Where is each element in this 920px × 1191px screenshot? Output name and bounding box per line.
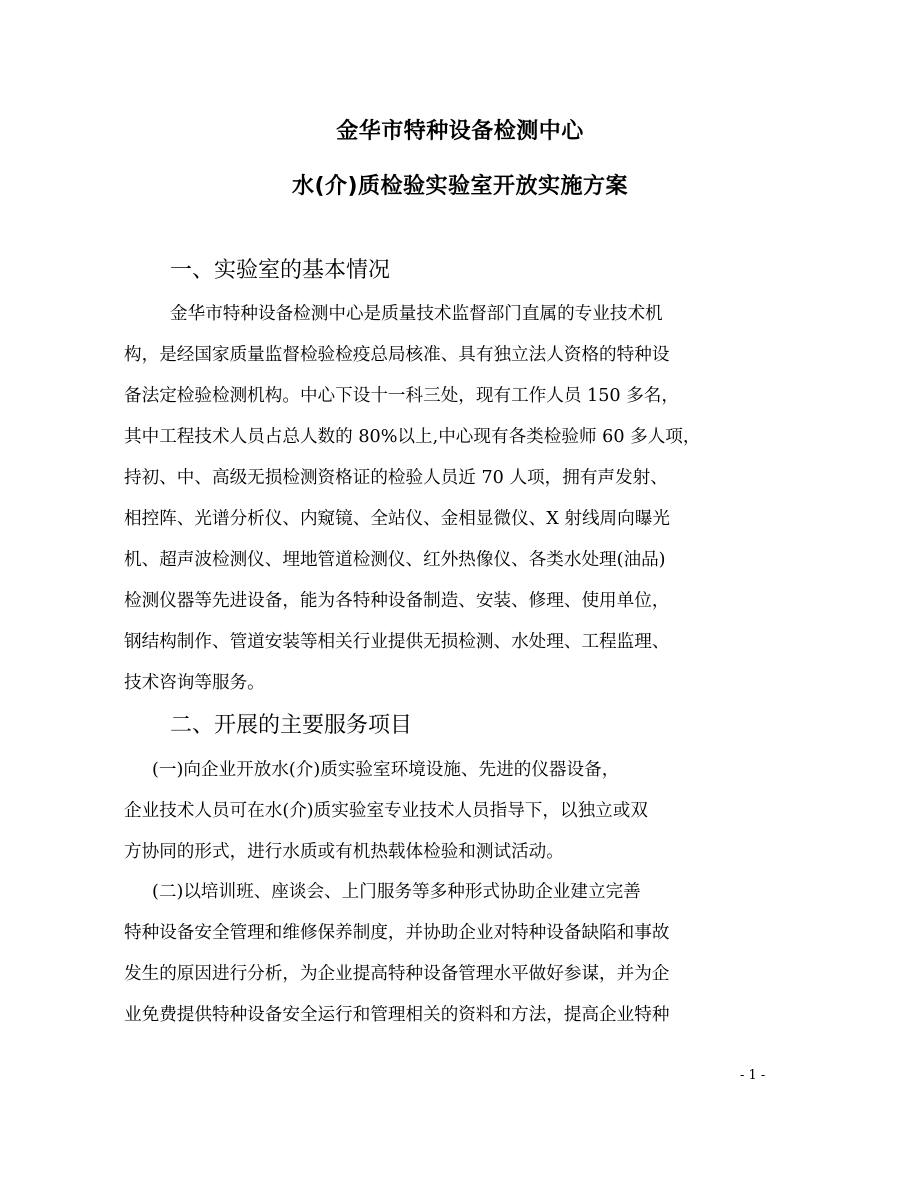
- paragraph-line: 检测仪器等先进设备，能为各特种设备制造、安装、修理、使用单位，: [124, 591, 670, 611]
- paragraph-line: 相控阵、光谱分析仪、内窥镜、全站仪、金相显微仪、X 射线周向曝光: [124, 509, 670, 529]
- paragraph-line: 技术咨询等服务。: [124, 673, 265, 693]
- paragraph-line: 机、超声波检测仪、埋地管道检测仪、红外热像仪、各类水处理(油品): [124, 550, 666, 570]
- paragraph-line: 企业技术人员可在水(介)质实验室专业技术人员指导下，以独立或双: [124, 801, 648, 821]
- section-1-heading: 一、实验室的基本情况: [170, 258, 391, 283]
- paragraph-line: 钢结构制作、管道安装等相关行业提供无损检测、水处理、工程监理、: [124, 632, 670, 652]
- document-title-line-2: 水(介)质检验实验室开放实施方案: [291, 174, 629, 199]
- paragraph-line: 金华市特种设备检测中心是质量技术监督部门直属的专业技术机: [170, 304, 663, 324]
- section-2-heading: 二、开展的主要服务项目: [170, 713, 413, 738]
- paragraph-line: 持初、中、高级无损检测资格证的检验人员近 70 人项，拥有声发射、: [124, 468, 668, 488]
- paragraph-line: (二)以培训班、座谈会、上门服务等多种形式协助企业建立完善: [152, 882, 641, 902]
- paragraph-line: 特种设备安全管理和维修保养制度，并协助企业对特种设备缺陷和事故: [124, 923, 670, 943]
- paragraph-line: 方协同的形式，进行水质或有机热载体检验和测试活动。: [124, 842, 564, 862]
- document-title-line-1: 金华市特种设备检测中心: [336, 119, 584, 144]
- page-number: - 1 -: [740, 1068, 766, 1083]
- paragraph-line: 构，是经国家质量监督检验检疫总局核准、具有独立法人资格的特种设: [124, 345, 670, 365]
- paragraph-line: 备法定检验检测机构。中心下设十一科三处，现有工作人员 150 多名，: [124, 386, 679, 406]
- paragraph-line: 其中工程技术人员占总人数的 80%以上,中心现有各类检验师 60 多人项，: [124, 427, 701, 447]
- paragraph-line: (一)向企业开放水(介)质实验室环境设施、先进的仪器设备，: [152, 760, 620, 780]
- paragraph-line: 发生的原因进行分析，为企业提高特种设备管理水平做好参谋，并为企: [124, 964, 670, 984]
- paragraph-line: 业免费提供特种设备安全运行和管理相关的资料和方法，提高企业特种: [124, 1005, 670, 1025]
